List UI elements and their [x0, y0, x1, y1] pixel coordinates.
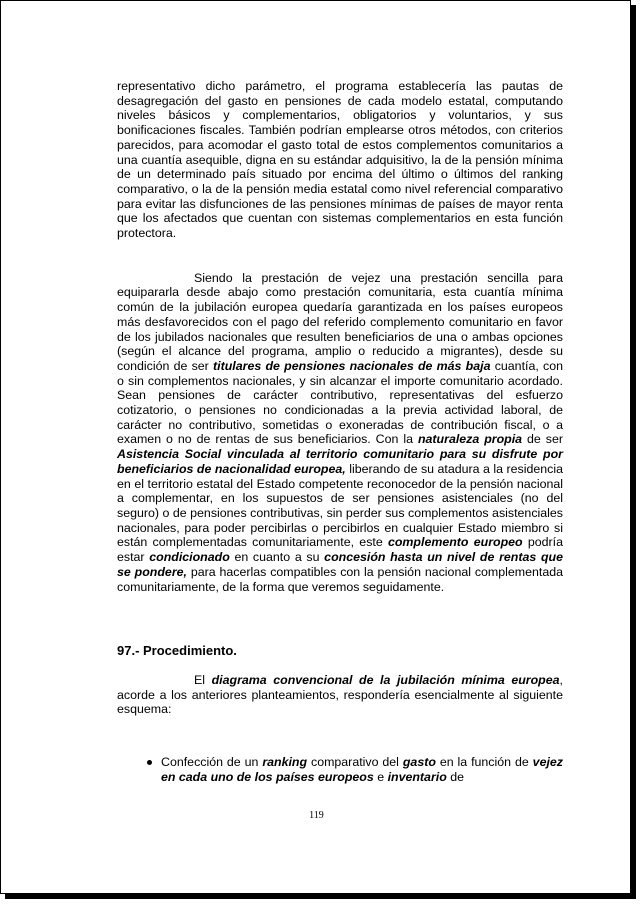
paragraph-2-emphasis-5: condicionado: [149, 550, 230, 565]
paragraph-2-text-2: cuantía, con o sin complementos nacionales, y sin alcanzar el importe comunitario acordado. Sean pensiones de carácter contributivo, representativas del esfuerzo cotizatorio, o pensiones no condicionadas a la previa actividad laboral, de carácter no contributivo, sometidas o exoneradas de contribución fiscal, o a examen o no de rentas de sus beneficiarios. Con la: [117, 358, 563, 447]
paragraph-2-emphasis-6: concesión hasta un nivel de rentas que se pondere,: [117, 550, 563, 579]
paragraph-2-text-5: podría estar: [117, 535, 563, 565]
bullet-1-text-1: Confección de un: [161, 755, 263, 770]
paragraph-3-text-2: , acorde a los anteriores planteamientos, respondería esencialmente al siguiente esquema:: [117, 672, 563, 717]
bullet-1-text-4: e: [373, 769, 388, 784]
bullet-1-emphasis-1: ranking: [262, 755, 308, 770]
paragraph-2-emphasis-1: titulares de pensiones nacionales de más baja: [213, 358, 491, 373]
paragraph-2-text-7: para hacerlas compatibles con la pensión nacional complementada comunitariamente, de la forma que veremos seguidamente.: [117, 564, 564, 594]
paragraph-3: [117, 673, 563, 717]
bullet-1-emphasis-2: gasto: [402, 755, 436, 770]
paragraph-2-emphasis-3: Asistencia Social vinculada al territorio comunitario para su disfrute por beneficiarios de nacionalidad europea,: [117, 447, 563, 476]
paragraph-2-text-3: de ser: [522, 432, 563, 447]
paragraph-2-emphasis-2: naturaleza propia: [417, 432, 523, 447]
paragraph-2-text-4: liberando de su atadura a la residencia en el territorio estatal del Estado competente reconocedor de la pensión nacional a complementar, en los supuestos de ser pensiones asistenciales (no del seguro) o de pensiones contributivas, sin perder sus complementos asistenciales nacionales, para poder percibirlas o percibirlos en cualquier Estado miembro si están complementadas comunitariamente, este: [117, 461, 564, 550]
bullet-list: [117, 755, 563, 784]
bullet-1-emphasis-3: vejez en cada uno de los países europeos: [161, 755, 563, 784]
section-heading: 97.- Procedimiento.: [117, 643, 237, 659]
bullet-1-text-5: de: [446, 769, 465, 784]
page-number: 119: [309, 810, 324, 821]
paragraph-2-emphasis-4: complemento europeo: [387, 535, 523, 550]
bullet-1-text-3: en la función de: [435, 755, 533, 770]
bullet-icon: [147, 760, 152, 765]
paragraph-3-text-1: El: [194, 672, 212, 687]
list-item: [161, 755, 563, 784]
paragraph-2-text-1: Siendo la prestación de vejez una prestación sencilla para equipararla desde abajo como prestación comunitaria, esta cuantía mínima común de la jubilación europea quedaría garantizada en los países europeos más desfavorecidos con el pago del referido complemento comunitario en favor de los jubilados nacionales que resulten beneficiarios de una o ambas opciones (según el alcance del programa, amplio o reducido a migrantes), desde su condición de ser: [117, 270, 563, 373]
paragraph-2: [117, 271, 563, 594]
page-content: [117, 79, 563, 784]
bullet-1-emphasis-4: inventario: [387, 769, 447, 784]
paragraph-3-emphasis-1: diagrama convencional de la jubilación mínima europea: [211, 672, 560, 687]
paragraph-1: representativo dicho parámetro, el programa establecería las pautas de desagregación del gasto en pensiones de cada modelo estatal, computando niveles básicos y complementarios, obligatorios y voluntarios, y sus bonificaciones fiscales. También podrían emplearse otros métodos, con criterios parecidos, para acomodar el gasto total de estos complementos comunitarios a una cuantía asequible, digna en su estándar adquisitivo, la de la pensión mínima de un determinado país situado por encima del último o últimos del ranking comparativo, o la de la pensión media estatal como nivel referencial comparativo para evitar las disfunciones de las pensiones mínimas de países de mayor renta que los afectados que cuentan con sistemas complementarios en esta función protectora.: [117, 79, 563, 241]
bullet-1-text-2: comparativo del: [307, 755, 403, 770]
paragraph-2-text-6: en cuanto a su: [229, 550, 325, 565]
